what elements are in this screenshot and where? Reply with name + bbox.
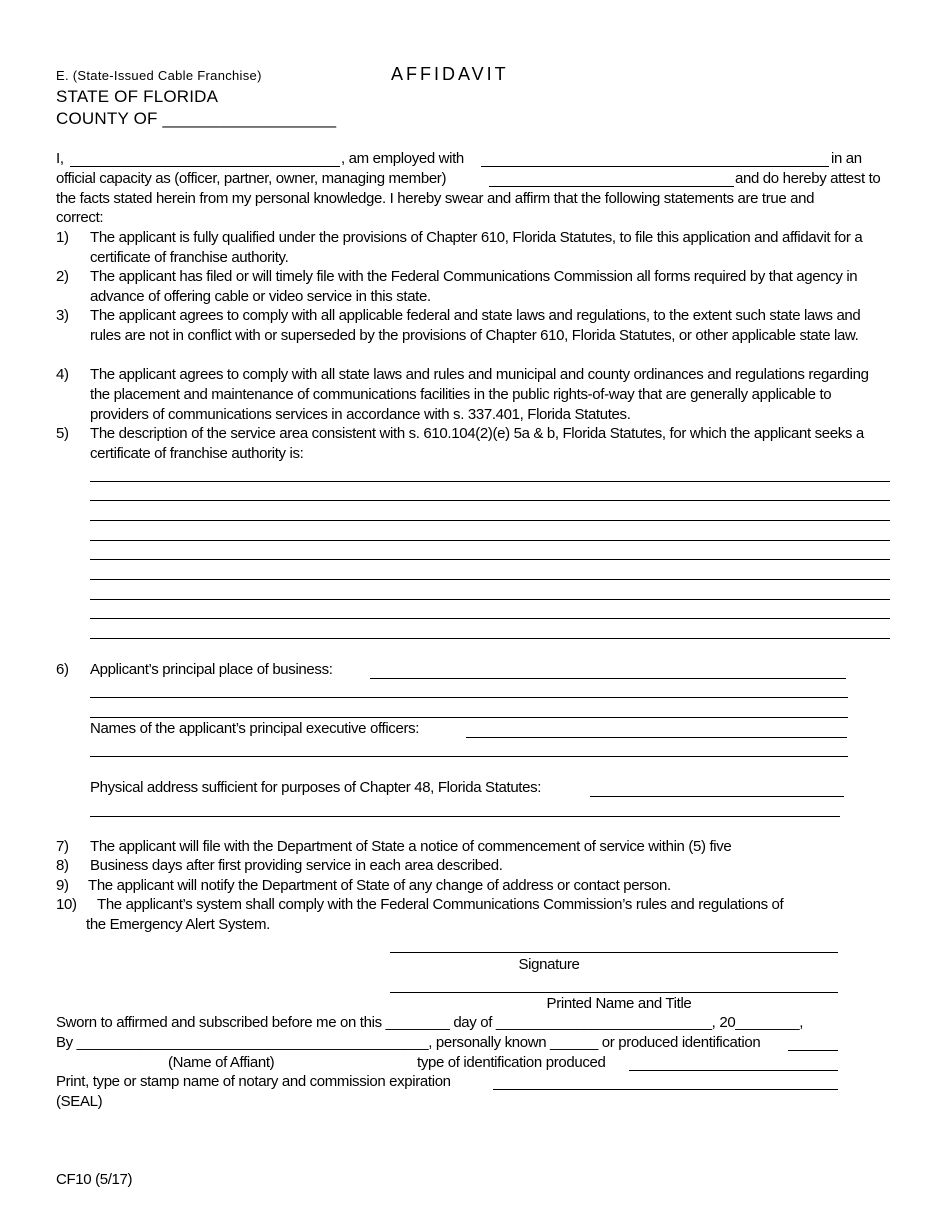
principal-place-label: Applicant’s principal place of business: <box>90 661 333 678</box>
state-label: STATE OF FLORIDA <box>56 87 219 106</box>
service-area-line[interactable] <box>90 579 890 580</box>
county-label: COUNTY OF __________________ <box>56 109 337 128</box>
item-number: 9) <box>56 877 69 894</box>
physical-address-label: Physical address sufficient for purposes of Chapter 48, Florida Statutes: <box>90 779 542 796</box>
service-area-line[interactable] <box>90 520 890 521</box>
affiant-name-field[interactable] <box>70 166 340 167</box>
intro-line1-mid: , am employed with <box>341 150 464 167</box>
sworn-line: Sworn to affirmed and subscribed before me on this ________ day of ___________________________, 20________, <box>56 1014 804 1031</box>
item-number: 5) <box>56 425 69 442</box>
principal-place-line[interactable] <box>90 717 848 718</box>
service-area-line[interactable] <box>90 559 890 560</box>
officers-label: Names of the applicant’s principal executive officers: <box>90 720 420 737</box>
intro-line2-prefix: official capacity as (officer, partner, owner, managing member) <box>56 170 447 187</box>
item-text: The applicant will file with the Department of State a notice of commencement of service within (5) five <box>90 838 732 855</box>
service-area-line[interactable] <box>90 500 890 501</box>
item-text: The applicant agrees to comply with all applicable federal and state laws and regulations, to the extent such state laws and rules are not in conflict with or superseded by the provisions of Chapter 610, Florida Statutes, or other applicable state law. <box>90 307 861 344</box>
officers-field[interactable] <box>466 737 847 738</box>
physical-address-field[interactable] <box>590 796 844 797</box>
service-area-line[interactable] <box>90 618 890 619</box>
item-number: 2) <box>56 268 69 285</box>
intro-line2-suffix: and do hereby attest to <box>735 170 881 187</box>
officers-line[interactable] <box>90 756 848 757</box>
form-type-label: E. (State-Issued Cable Franchise) <box>56 68 262 83</box>
item-number: 1) <box>56 229 69 246</box>
item-number: 8) <box>56 857 69 874</box>
item-text: The applicant has filed or will timely file with the Federal Communications Commission all forms required by that agency in advance of offering cable or video service in this state. <box>90 268 858 305</box>
employer-field[interactable] <box>481 166 829 167</box>
item-text: Business days after first providing service in each area described. <box>90 857 503 874</box>
intro-line1-prefix: I, <box>56 150 64 167</box>
item-text: The description of the service area consistent with s. 610.104(2)(e) 5a & b, Florida Statutes, for which the applicant seeks a certificate of franchise authority is: <box>90 425 864 462</box>
service-area-line[interactable] <box>90 599 890 600</box>
seal-label: (SEAL) <box>56 1093 103 1110</box>
physical-address-line[interactable] <box>90 816 840 817</box>
capacity-field[interactable] <box>489 186 734 187</box>
item-number: 6) <box>56 661 69 678</box>
id-type-label: type of identification produced <box>417 1054 606 1071</box>
intro-line4: correct: <box>56 209 104 226</box>
form-number: CF10 (5/17) <box>56 1171 133 1188</box>
name-of-affiant-label: (Name of Affiant) <box>168 1054 275 1071</box>
principal-place-field[interactable] <box>370 678 846 679</box>
notary-name-field[interactable] <box>493 1089 838 1090</box>
item-number: 3) <box>56 307 69 324</box>
item-text: The applicant is fully qualified under the provisions of Chapter 610, Florida Statutes, to file this application and affidavit for a certificate of franchise authority. <box>90 229 863 266</box>
signature-field[interactable] <box>390 952 838 953</box>
page-title: AFFIDAVIT <box>391 64 509 84</box>
by-line: By ____________________________________________, personally known ______ or produced identification <box>56 1034 761 1051</box>
intro-line3: the facts stated herein from my personal knowledge. I hereby swear and affirm that the following statements are true and <box>56 190 815 207</box>
item-text: The applicant’s system shall comply with the Federal Communications Commission’s rules and regulations of <box>97 896 784 913</box>
principal-place-line[interactable] <box>90 697 848 698</box>
item-text-continuation: the Emergency Alert System. <box>86 916 270 933</box>
printed-name-label: Printed Name and Title <box>546 995 692 1012</box>
intro-line1-suffix: in an <box>831 150 862 167</box>
notary-print-label: Print, type or stamp name of notary and commission expiration <box>56 1073 451 1090</box>
service-area-line[interactable] <box>90 540 890 541</box>
item-number: 7) <box>56 838 69 855</box>
service-area-line[interactable] <box>90 481 890 482</box>
item-text: The applicant will notify the Department of State of any change of address or contact person. <box>88 877 671 894</box>
item-number: 4) <box>56 366 69 383</box>
item-text: The applicant agrees to comply with all state laws and rules and municipal and county ordinances and regulations regarding the placement and maintenance of communications facilities in the public rights-of-way that are generally applicable to providers of communications services in accordance with s. 337.401, Florida Statutes. <box>90 366 869 423</box>
item-number: 10) <box>56 896 77 913</box>
identification-field[interactable] <box>788 1050 838 1051</box>
printed-name-field[interactable] <box>390 992 838 993</box>
signature-label: Signature <box>518 956 580 973</box>
service-area-line[interactable] <box>90 638 890 639</box>
id-type-field[interactable] <box>629 1070 838 1071</box>
